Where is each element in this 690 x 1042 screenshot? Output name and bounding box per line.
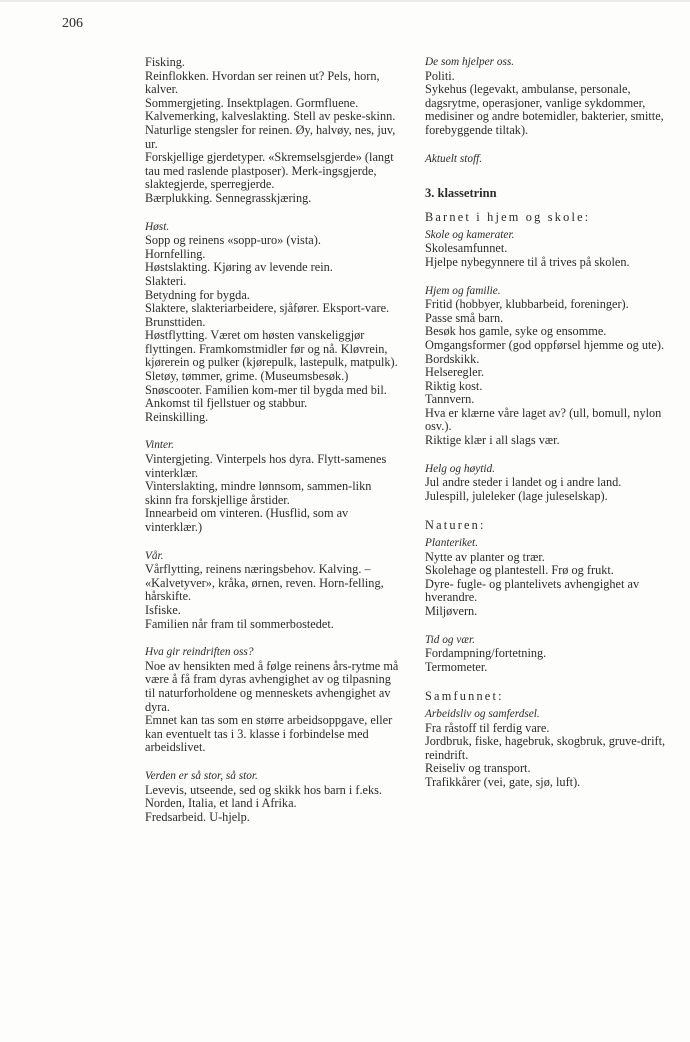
text-paragraph: Helseregler. [425,365,485,380]
text-paragraph: Vårflytting, reinens næringsbehov. Kalving. – «Kalvetyver», kråka, ørnen, reven. Horn-felling, hårskifte. [145,562,384,604]
text-paragraph: Bordskikk. [425,351,480,366]
text-paragraph: Høstslakting. Kjøring av levende rein. [145,260,333,275]
text-paragraph: Hjelpe nybegynnere til å trives på skolen. [425,254,630,269]
text-paragraph: Tannvern. [425,392,475,407]
text-paragraph: Emnet kan tas som en større arbeidsoppgave, eller kan eventuelt tas i 3. klasse i forbindelse med arbeidslivet. [145,713,393,755]
topic-heading: Hva gir reindriften oss? [145,646,254,659]
text-paragraph: Reinskilling. [145,409,209,424]
text-paragraph: Levevis, utseende, sed og skikk hos barn i f.eks. Norden, Italia, et land i Afrika. [145,782,383,811]
text-paragraph: Reinflokken. Hvordan ser reinen ut? Pels, horn, kalver. [145,68,380,97]
subject-heading: Naturen: [425,518,486,533]
text-paragraph: Besøk hos gamle, syke og ensomme. [425,324,607,339]
text-paragraph: Høstflytting. Været om høsten vanskeliggjør flyttingen. Framkomstmidler før og nå. Kløvrein, kjørerein og pulker (kjørepulk, lastepulk, matpulk). Sletøy, tømmer, grime. (Museumsbesøk.) Snøscooter. Familien kom-mer til bygda med bil. Ankomst til fjellstuer og stabbur. [145,328,398,411]
text-paragraph: Sopp og reinens «sopp-uro» (vista). [145,233,321,248]
text-paragraph: Isfiske. [145,602,181,617]
text-paragraph: Kalvemerking, kalveslakting. Stell av peske-skinn. [145,109,396,124]
text-paragraph: Forskjellige gjerdetyper. «Skremselsgjerde» (langt tau med raslende plastposer). Merk-ingsgjerde, slaktegjerde, sperregjerde. [145,150,394,192]
subject-heading: Samfunnet: [425,689,504,704]
text-paragraph: Bærplukking. Sennegrasskjæring. [145,190,312,205]
text-paragraph: Passe små barn. [425,310,504,325]
text-paragraph: Nytte av planter og trær. [425,549,545,564]
left-column [145,56,400,824]
text-paragraph: Noe av hensikten med å følge reinens års-rytme må være å få fram dyras avhengighet av og tilpasning til naturforholdene og menneskets avhengighet av dyra. [145,658,399,714]
section-heading: 3. klassetrinn [425,186,497,201]
text-paragraph: Dyre- fugle- og plantelivets avhengighet av hverandre. [425,576,640,605]
text-paragraph: Sykehus (legevakt, ambulanse, personale, dagsrytme, operasjoner, vanlige sykdommer, medisiner og andre botemidler, bakterier, smitte, forebyggende tiltak). [425,82,664,137]
text-paragraph: Skolehage og plantestell. Frø og frukt. [425,563,614,578]
text-paragraph: Riktige klær i all slags vær. [425,433,560,448]
text-paragraph: Vintergjeting. Vinterpels hos dyra. Flytt-samenes vinterklær. [145,452,387,480]
text-paragraph: Fredsarbeid. U-hjelp. [145,809,250,824]
text-paragraph: Jordbruk, fiske, hagebruk, skogbruk, gruve-drift, reindrift. [425,734,666,762]
text-paragraph: Miljøvern. [425,604,478,618]
text-paragraph: Familien når fram til sommerbostedet. [145,616,334,631]
topic-heading: Aktuelt stoff. [425,152,483,165]
topic-heading: Høst. [145,220,170,233]
text-paragraph: Riktig kost. [425,378,483,393]
text-paragraph: Slaktere, slakteriarbeidere, sjåfører. Eksport-vare. [145,301,390,316]
page-number: 206 [62,16,83,31]
topic-heading: Skole og kamerater. [425,228,515,241]
text-paragraph: Trafikkårer (vei, gate, sjø, luft). [425,774,581,789]
text-paragraph: Skolesamfunnet. [425,241,508,256]
topic-heading: Verden er så stor, så stor. [145,769,258,782]
page-top-rule [0,0,690,2]
text-paragraph: Fisking. [145,55,185,69]
topic-heading: Hjem og familie. [425,284,501,297]
text-paragraph: Fra råstoff til ferdig vare. [425,720,550,735]
text-paragraph: Vinterslakting, mindre lønnsom, sammen-likn skinn fra forskjellige årstider. [145,479,372,507]
text-paragraph: Omgangsformer (god oppførsel hjemme og ute). [425,337,665,352]
text-paragraph: Innearbeid om vinteren. (Husflid, som av vinterklær.) [145,506,349,534]
text-paragraph: Julespill, juleleker (lage juleselskap). [425,488,608,503]
text-paragraph: Sommergjeting. Insektplagen. Gormfluene. [145,95,359,110]
text-paragraph: Termometer. [425,659,488,674]
text-paragraph: Politi. [425,68,455,83]
topic-heading: Tid og vær. [425,633,475,646]
topic-heading: Planteriket. [425,537,479,550]
text-paragraph: Jul andre steder i landet og i andre land. [425,475,622,490]
topic-heading: Arbeidsliv og samferdsel. [425,707,540,720]
topic-heading: Helg og høytid. [425,462,495,475]
topic-heading: Vinter. [145,439,174,452]
text-paragraph: Naturlige stengsler for reinen. Øy, halvøy, nes, juv, ur. [145,122,396,151]
subject-heading: Barnet i hjem og skole: [425,210,591,225]
text-paragraph: Fritid (hobbyer, klubbarbeid, foreninger). [425,297,629,312]
right-column [425,56,683,790]
text-paragraph: Slakteri. [145,273,187,288]
topic-heading: De som hjelper oss. [425,56,515,68]
text-paragraph: Hornfelling. [145,246,206,261]
text-paragraph: Fordampning/fortetning. [425,646,547,661]
text-paragraph: Betydning for bygda. [145,287,250,302]
topic-heading: Vår. [145,549,164,562]
text-paragraph: Hva er klærne våre laget av? (ull, bomull, nylon osv.). [425,405,662,434]
text-paragraph: Reiseliv og transport. [425,761,531,776]
text-paragraph: Brunsttiden. [145,314,206,329]
